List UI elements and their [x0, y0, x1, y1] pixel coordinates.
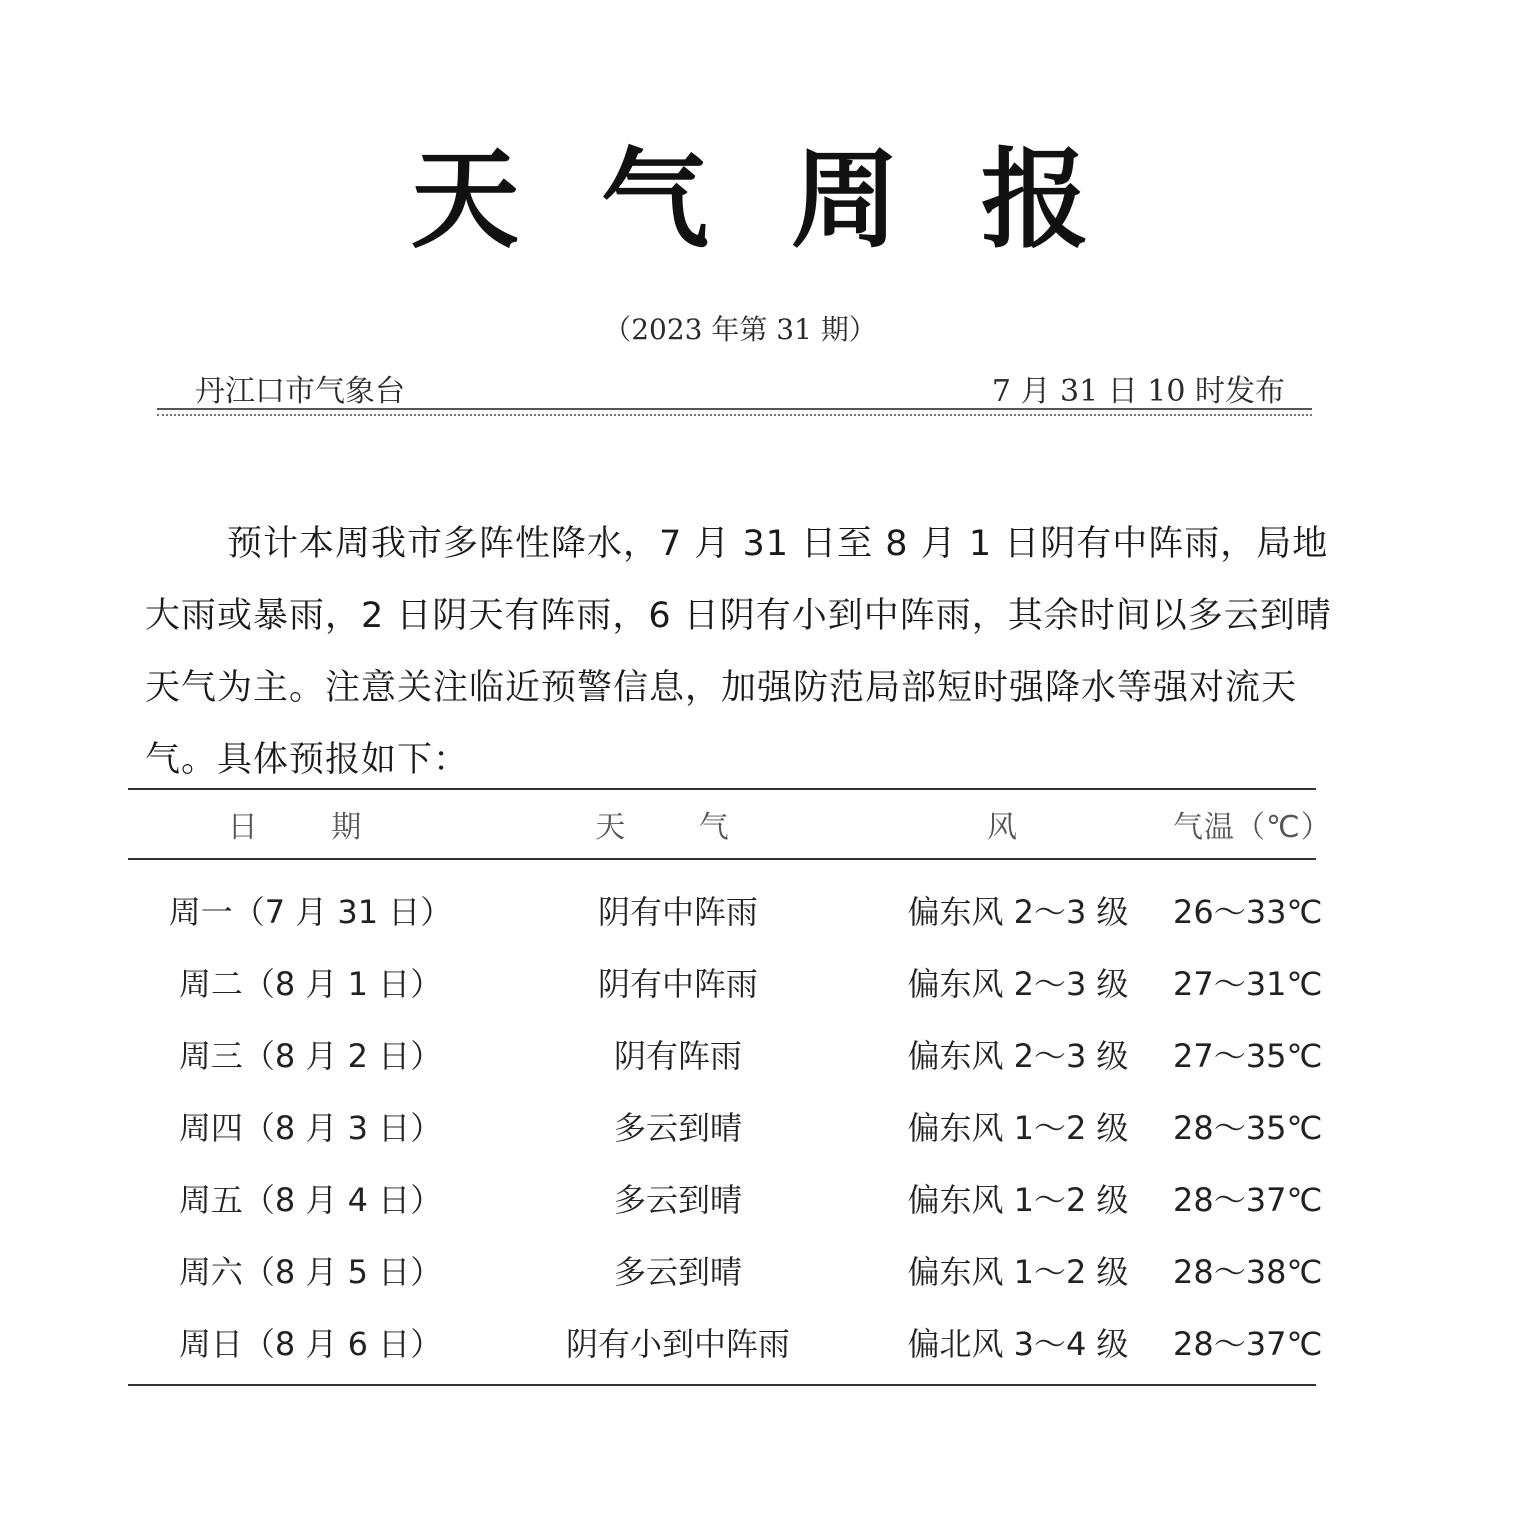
cell-wind: 偏东风 1～2 级 — [907, 1253, 1129, 1291]
cell-wind: 偏东风 2～3 级 — [907, 893, 1129, 931]
issue-number: （2023 年第 31 期） — [603, 313, 877, 346]
forecast-summary: 预计本周我市多阵性降水，7 月 31 日至 8 月 1 日阴有中阵雨，局地大雨或暴雨，2 日阴天有阵雨，6 日阴有小到中阵雨，其余时间以多云到晴天气为主。注意关注临近预警信息，加强防范局部短时强降水等强对流天气。具体预报如下： — [145, 524, 1332, 780]
cell-weather: 多云到晴 — [613, 1253, 742, 1291]
header-temperature: 气温（℃） — [1173, 810, 1332, 845]
cell-weather: 阴有中阵雨 — [597, 965, 758, 1003]
cell-date: 周一（7 月 31 日） — [168, 893, 453, 931]
cell-weather: 多云到晴 — [613, 1109, 742, 1147]
header-wind: 风 — [987, 810, 1049, 845]
table-row — [128, 1306, 1323, 1378]
title-char: 气 — [600, 137, 709, 263]
cell-temperature: 28～35℃ — [1173, 1109, 1323, 1147]
title-char: 周 — [790, 137, 899, 263]
cell-temperature: 28～37℃ — [1173, 1181, 1323, 1219]
cell-temperature: 27～35℃ — [1173, 1037, 1323, 1075]
cell-date: 周二（8 月 1 日） — [178, 965, 443, 1003]
cell-date: 周三（8 月 2 日） — [178, 1037, 443, 1075]
table-row — [128, 1090, 1323, 1162]
table-body — [128, 860, 1323, 1384]
title-char: 报 — [980, 137, 1089, 263]
cell-wind: 偏北风 3～4 级 — [907, 1325, 1129, 1363]
table-row — [128, 946, 1323, 1018]
table-header-row — [128, 790, 1332, 858]
header-weather: 天 气 — [595, 810, 761, 845]
release-time: 7 月 31 日 10 时发布 — [991, 374, 1285, 409]
cell-temperature: 28～37℃ — [1173, 1325, 1323, 1363]
table-row — [128, 1234, 1323, 1306]
cell-temperature: 27～31℃ — [1173, 965, 1323, 1003]
cell-weather: 阴有阵雨 — [613, 1037, 742, 1075]
table-row — [128, 1018, 1323, 1090]
forecast-table — [128, 788, 1332, 1386]
issuing-agency: 丹江口市气象台 — [195, 374, 405, 409]
cell-wind: 偏东风 2～3 级 — [907, 965, 1129, 1003]
cell-wind: 偏东风 2～3 级 — [907, 1037, 1129, 1075]
cell-date: 周四（8 月 3 日） — [178, 1109, 443, 1147]
cell-date: 周五（8 月 4 日） — [178, 1181, 443, 1219]
cell-wind: 偏东风 1～2 级 — [907, 1109, 1129, 1147]
cell-wind: 偏东风 1～2 级 — [907, 1181, 1129, 1219]
cell-weather: 阴有小到中阵雨 — [565, 1325, 790, 1363]
cell-weather: 阴有中阵雨 — [597, 893, 758, 931]
cell-date: 周日（8 月 6 日） — [178, 1325, 443, 1363]
table-row — [128, 874, 1323, 946]
table-bottom-rule — [128, 1384, 1316, 1386]
title-char: 天 — [410, 137, 519, 263]
cell-temperature: 28～38℃ — [1173, 1253, 1323, 1291]
header-date: 日 期 — [227, 810, 394, 845]
report-title — [400, 130, 1100, 270]
cell-temperature: 26～33℃ — [1173, 893, 1323, 931]
cell-date: 周六（8 月 5 日） — [178, 1253, 443, 1291]
header-divider — [157, 408, 1312, 416]
table-row — [128, 1162, 1323, 1234]
cell-weather: 多云到晴 — [613, 1181, 742, 1219]
